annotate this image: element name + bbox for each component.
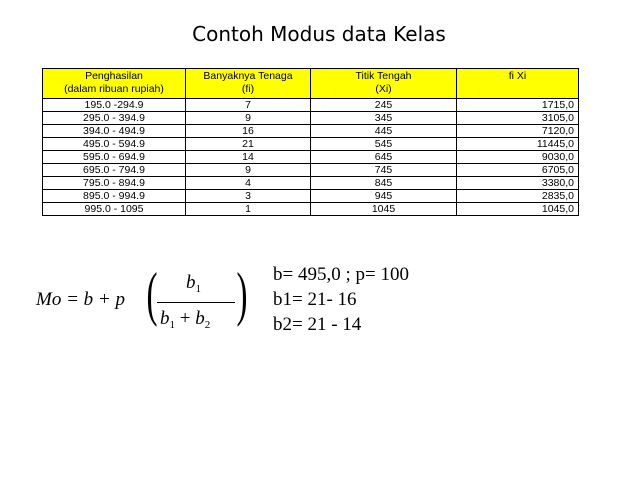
cell-midpoint: 1045 — [311, 203, 457, 216]
cell-frequency: 9 — [186, 164, 311, 177]
header-penghasilan: Penghasilan (dalam ribuan rupiah) — [43, 69, 186, 99]
table-row — [43, 164, 579, 177]
cell-frequency: 4 — [186, 177, 311, 190]
cell-class-interval: 495.0 - 594.9 — [43, 138, 186, 151]
table-row — [43, 177, 579, 190]
table-row — [43, 125, 579, 138]
cell-frequency: 21 — [186, 138, 311, 151]
cell-fixi: 1045,0 — [457, 203, 579, 216]
cell-fixi: 1715,0 — [457, 99, 579, 112]
cell-frequency: 14 — [186, 151, 311, 164]
cell-frequency: 3 — [186, 190, 311, 203]
cell-midpoint: 545 — [311, 138, 457, 151]
table-row — [43, 99, 579, 112]
cell-frequency: 7 — [186, 99, 311, 112]
cell-class-interval: 394.0 - 494.9 — [43, 125, 186, 138]
formula-left-paren: ( — [146, 261, 158, 327]
formula-denominator: $b_1 + b_2$ — [160, 308, 211, 331]
cell-class-interval: 795.0 - 894.9 — [43, 177, 186, 190]
variable-notes — [273, 262, 409, 337]
table-row — [43, 190, 579, 203]
cell-class-interval: 295.0 - 394.9 — [43, 112, 186, 125]
cell-fixi: 3105,0 — [457, 112, 579, 125]
table-row — [43, 138, 579, 151]
cell-fixi: 6705,0 — [457, 164, 579, 177]
note-b1: b1= 21- 16 — [273, 289, 357, 310]
cell-fixi: 7120,0 — [457, 125, 579, 138]
cell-midpoint: 945 — [311, 190, 457, 203]
cell-fixi: 9030,0 — [457, 151, 579, 164]
cell-midpoint: 645 — [311, 151, 457, 164]
header-fi-xi: fi Xi — [457, 69, 579, 99]
cell-midpoint: 745 — [311, 164, 457, 177]
cell-frequency: 1 — [186, 203, 311, 216]
note-b-p: b= 495,0 ; p= 100 — [273, 264, 409, 285]
cell-frequency: 16 — [186, 125, 311, 138]
cell-class-interval: 895.0 - 994.9 — [43, 190, 186, 203]
page-title: Contoh Modus data Kelas — [192, 22, 446, 46]
formula-lhs: Mo = b + p — [36, 289, 125, 310]
cell-midpoint: 345 — [311, 112, 457, 125]
cell-frequency: 9 — [186, 112, 311, 125]
table-row — [43, 203, 579, 216]
cell-class-interval: 595.0 - 694.9 — [43, 151, 186, 164]
formula-numerator: $b_1$ — [186, 272, 201, 295]
cell-class-interval: 195.0 -294.9 — [43, 99, 186, 112]
cell-fixi: 2835,0 — [457, 190, 579, 203]
table-header-row — [43, 69, 579, 99]
table-row — [43, 112, 579, 125]
cell-class-interval: 995.0 - 1095 — [43, 203, 186, 216]
cell-midpoint: 245 — [311, 99, 457, 112]
note-b2: b2= 21 - 14 — [273, 314, 362, 335]
cell-fixi: 11445,0 — [457, 138, 579, 151]
fraction-line — [157, 302, 235, 303]
table-row — [43, 151, 579, 164]
header-titik-tengah: Titik Tengah (Xi) — [311, 69, 457, 99]
cell-class-interval: 695.0 - 794.9 — [43, 164, 186, 177]
frequency-table — [42, 68, 579, 216]
cell-fixi: 3380,0 — [457, 177, 579, 190]
header-banyaknya-tenaga: Banyaknya Tenaga (fi) — [186, 69, 311, 99]
mode-formula — [36, 262, 246, 342]
cell-midpoint: 845 — [311, 177, 457, 190]
formula-right-paren: ) — [236, 261, 248, 327]
cell-midpoint: 445 — [311, 125, 457, 138]
